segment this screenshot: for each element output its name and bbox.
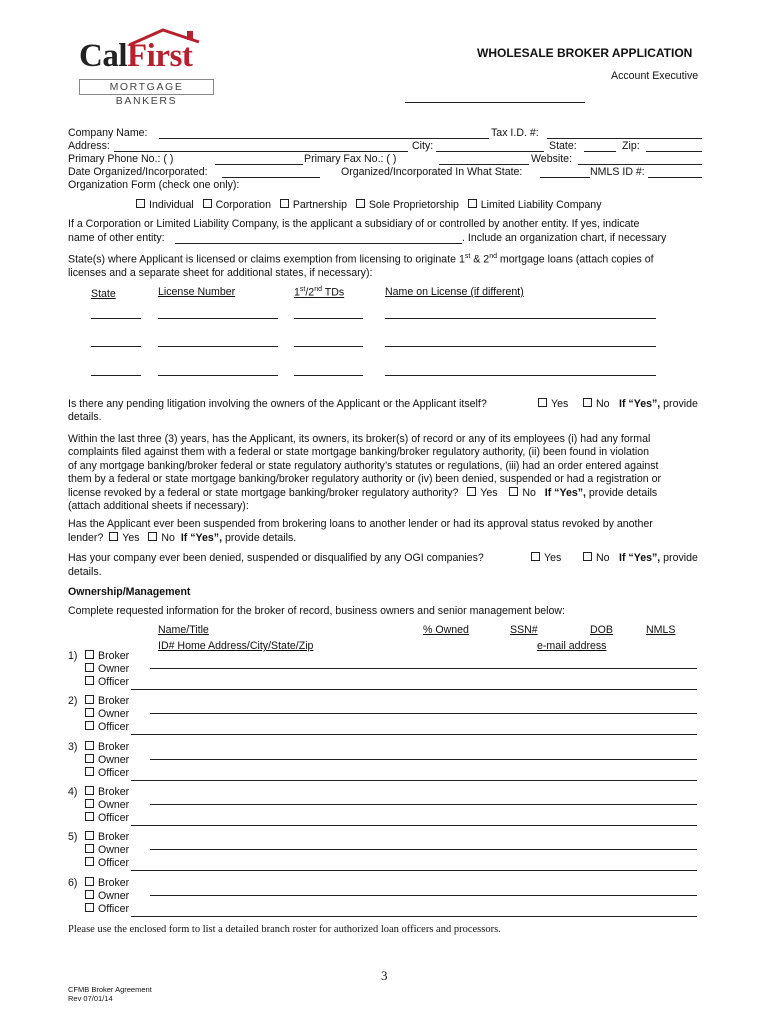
complaints-question: Within the last three (3) years, has the Applicant, its owners, its broker(s) of record or any of its employees (i) had any formal complaints filed against them with a federal or state mortgage banking/broker regulatory authority, (ii) been found in violation of any mortgage banking/broker federal or state regulatory authority’s statutes or regulations, (iii) had an order entered against them by a federal or state mortgage banking/broker regulatory authority or (iv) been denied, suspended or had a registration or license revoked by a federal or state mortgage banking/broker regulatory authority? Yes No If “Yes”, provide details (attach additional sheets if necessary): (68, 433, 662, 513)
owner-col-nmls: NMLS (646, 624, 676, 636)
litigation-yes[interactable]: Yes (538, 398, 568, 410)
owner-option-broker[interactable]: Broker (85, 831, 129, 844)
ogi-if-yes: If “Yes”, provide (619, 552, 698, 564)
primary-phone-label: Primary Phone No.: ( ) (68, 153, 174, 165)
ogi-no[interactable]: No (583, 552, 610, 564)
owner-address-field[interactable] (131, 916, 697, 917)
page-title: WHOLESALE BROKER APPLICATION (477, 46, 693, 60)
zip-label: Zip: (622, 140, 640, 152)
date-organized-label: Date Organized/Incorporated: (68, 166, 208, 178)
owner-row-number: 1) (68, 650, 78, 662)
owner-name-field[interactable] (150, 849, 697, 850)
ownership-intro: Complete requested information for the broker of record, business owners and senior management below: (68, 605, 565, 617)
checkbox-icon[interactable] (280, 199, 289, 208)
complaints-no[interactable]: No (509, 487, 536, 499)
logo-subtitle: MORTGAGE BANKERS (79, 79, 214, 95)
subsidiary-question: If a Corporation or Limited Liability Company, is the applicant a subsidiary of or controlled by another entity. If yes, indicate (68, 218, 640, 230)
owner-option-officer[interactable]: Officer (85, 676, 129, 689)
checkbox-icon[interactable] (531, 552, 540, 561)
checkbox-icon[interactable] (85, 676, 94, 685)
owner-option-officer[interactable]: Officer (85, 903, 129, 916)
organization-form-label: Organization Form (check one only): (68, 179, 240, 191)
suspended-yes[interactable]: Yes (109, 532, 139, 544)
license-state-field[interactable] (91, 346, 141, 347)
owner-row-number: 3) (68, 740, 78, 753)
owner-option-broker[interactable]: Broker (85, 786, 129, 799)
logo: CalFirst (79, 38, 193, 74)
tax-id-field[interactable] (547, 138, 702, 139)
account-executive-field[interactable] (405, 102, 585, 103)
checkbox-icon[interactable] (85, 754, 94, 763)
state-label: State: (549, 140, 577, 152)
owner-option-owner[interactable]: Owner (85, 708, 129, 721)
checkbox-icon[interactable] (85, 741, 94, 750)
checkbox-icon[interactable] (467, 487, 476, 496)
checkbox-icon[interactable] (85, 650, 94, 659)
litigation-question: Is there any pending litigation involving the owners of the Applicant or the Applicant itself? (68, 398, 487, 410)
owner-option-officer[interactable]: Officer (85, 812, 129, 825)
org-form-partnership[interactable]: Partnership (280, 199, 347, 211)
license-tds-field[interactable] (294, 346, 363, 347)
suspended-question-cont: lender? Yes No If “Yes”, provide details. (68, 532, 297, 544)
owner-option-owner[interactable]: Owner (85, 754, 129, 767)
page-number: 3 (381, 968, 388, 983)
org-form-corporation[interactable]: Corporation (203, 199, 271, 211)
owner-name-field[interactable] (150, 668, 697, 669)
website-label: Website: (531, 153, 573, 165)
owner-option-broker[interactable]: Broker (85, 695, 129, 708)
owner-col-owned: % Owned (423, 624, 469, 636)
owner-name-field[interactable] (150, 759, 697, 760)
license-name-field[interactable] (385, 375, 656, 376)
license-col-number: License Number (158, 286, 236, 298)
organized-state-field[interactable] (540, 177, 590, 178)
subsidiary-chart-note: . Include an organization chart, if necessary (462, 232, 667, 244)
checkbox-icon[interactable] (538, 398, 547, 407)
company-name-field[interactable] (159, 138, 489, 139)
org-form-individual[interactable]: Individual (136, 199, 194, 211)
checkbox-icon[interactable] (85, 708, 94, 717)
owner-option-broker[interactable]: Broker (85, 741, 129, 754)
license-col-name: Name on License (if different) (385, 286, 524, 298)
owner-name-field[interactable] (150, 895, 697, 896)
primary-fax-label: Primary Fax No.: ( ) (304, 153, 397, 165)
licensing-question-cont: licenses and a separate sheet for additional states, if necessary): (68, 267, 373, 279)
footer-doc-name: CFMB Broker Agreement (68, 985, 152, 994)
subsidiary-entity-field[interactable] (175, 243, 462, 244)
owner-option-officer[interactable]: Officer (85, 721, 129, 734)
checkbox-icon[interactable] (85, 786, 94, 795)
owner-option-broker[interactable]: Broker (85, 650, 129, 663)
company-name-label: Company Name: (68, 127, 148, 139)
litigation-no[interactable]: No (583, 398, 610, 410)
litigation-details: details. (68, 411, 102, 423)
owner-option-owner[interactable]: Owner (85, 844, 129, 857)
checkbox-icon[interactable] (85, 903, 94, 912)
license-col-tds: 1st/2nd TDs (294, 286, 345, 299)
zip-field[interactable] (646, 151, 702, 152)
ownership-heading: Ownership/Management (68, 586, 191, 598)
checkbox-icon[interactable] (583, 398, 592, 407)
license-tds-field[interactable] (294, 375, 363, 376)
suspended-question: Has the Applicant ever been suspended from brokering loans to another lender or had its approval status revoked by another (68, 518, 653, 530)
subsidiary-entity-label: name of other entity: (68, 232, 165, 244)
checkbox-icon[interactable] (85, 890, 94, 899)
checkbox-icon[interactable] (85, 857, 94, 866)
owner-col-ssn: SSN# (510, 624, 538, 636)
org-form-sole-proprietorship[interactable]: Sole Proprietorship (356, 199, 459, 211)
checkbox-icon[interactable] (509, 487, 518, 496)
organization-form-options (136, 199, 602, 211)
license-name-field[interactable] (385, 346, 656, 347)
checkbox-icon[interactable] (85, 877, 94, 886)
footer-revision: Rev 07/01/14 (68, 994, 113, 1003)
owner-option-owner[interactable]: Owner (85, 890, 129, 903)
checkbox-icon[interactable] (85, 831, 94, 840)
account-executive-label: Account Executive (611, 70, 699, 82)
roster-note: Please use the enclosed form to list a detailed branch roster for authorized loan officers and processors. (68, 924, 501, 935)
ogi-question: Has your company ever been denied, suspended or disqualified by any OGI companies? (68, 552, 484, 564)
license-name-field[interactable] (385, 318, 656, 319)
owner-col-dob: DOB (590, 624, 613, 636)
organized-state-label: Organized/Incorporated In What State: (341, 166, 523, 178)
city-field[interactable] (436, 151, 544, 152)
owner-option-broker[interactable]: Broker (85, 877, 129, 890)
owner-name-field[interactable] (150, 713, 697, 714)
tax-id-label: Tax I.D. #: (491, 127, 539, 139)
owner-row-number: 2) (68, 695, 78, 708)
checkbox-icon[interactable] (85, 799, 94, 808)
owner-address-field[interactable] (131, 870, 697, 871)
checkbox-icon[interactable] (203, 199, 212, 208)
owner-address-field[interactable] (131, 689, 697, 690)
checkbox-icon[interactable] (109, 532, 118, 541)
checkbox-icon[interactable] (85, 844, 94, 853)
owner-address-field[interactable] (131, 734, 697, 735)
owner-row-number: 6) (68, 876, 78, 889)
owner-col-name: Name/Title (158, 624, 209, 636)
checkbox-icon[interactable] (148, 532, 157, 541)
license-state-field[interactable] (91, 318, 141, 319)
website-field[interactable] (578, 164, 702, 165)
owner-name-field[interactable] (150, 804, 697, 805)
suspended-no[interactable]: No (148, 532, 175, 544)
state-field[interactable] (584, 151, 616, 152)
license-number-field[interactable] (158, 318, 278, 319)
checkbox-icon[interactable] (136, 199, 145, 208)
owner-address-field[interactable] (131, 825, 697, 826)
ogi-details: details. (68, 566, 102, 578)
primary-fax-field[interactable] (439, 164, 529, 165)
address-label: Address: (68, 140, 110, 152)
license-number-field[interactable] (158, 346, 278, 347)
owner-option-owner[interactable]: Owner (85, 799, 129, 812)
complaints-yes[interactable]: Yes (467, 487, 497, 499)
litigation-if-yes: If “Yes”, provide (619, 398, 698, 410)
checkbox-icon[interactable] (85, 721, 94, 730)
address-field[interactable] (114, 151, 408, 152)
owner-option-owner[interactable]: Owner (85, 663, 129, 676)
org-form-llc[interactable]: Limited Liability Company (468, 199, 602, 211)
license-tds-field[interactable] (294, 318, 363, 319)
owner-option-officer[interactable]: Officer (85, 857, 129, 870)
city-label: City: (412, 140, 434, 152)
nmls-id-field[interactable] (648, 177, 702, 178)
owner-col-id: ID# Home Address/City/State/Zip (158, 640, 314, 652)
license-col-state: State (91, 288, 116, 300)
license-state-field[interactable] (91, 375, 141, 376)
checkbox-icon[interactable] (356, 199, 365, 208)
checkbox-icon[interactable] (85, 767, 94, 776)
license-number-field[interactable] (158, 375, 278, 376)
nmls-id-label: NMLS ID #: (590, 166, 645, 178)
owner-row-number: 4) (68, 785, 78, 798)
checkbox-icon[interactable] (583, 552, 592, 561)
checkbox-icon[interactable] (85, 663, 94, 672)
ogi-yes[interactable]: Yes (531, 552, 561, 564)
checkbox-icon[interactable] (468, 199, 477, 208)
owner-row-number: 5) (68, 831, 78, 844)
date-organized-field[interactable] (222, 177, 320, 178)
owner-address-field[interactable] (131, 780, 697, 781)
owner-col-email: e-mail address (537, 640, 607, 652)
primary-phone-field[interactable] (215, 164, 303, 165)
checkbox-icon[interactable] (85, 695, 94, 704)
licensing-question: State(s) where Applicant is licensed or claims exemption from licensing to originate 1st & 2nd mortgage loans (attach copies of (68, 253, 654, 266)
owner-option-officer[interactable]: Officer (85, 767, 129, 780)
checkbox-icon[interactable] (85, 812, 94, 821)
